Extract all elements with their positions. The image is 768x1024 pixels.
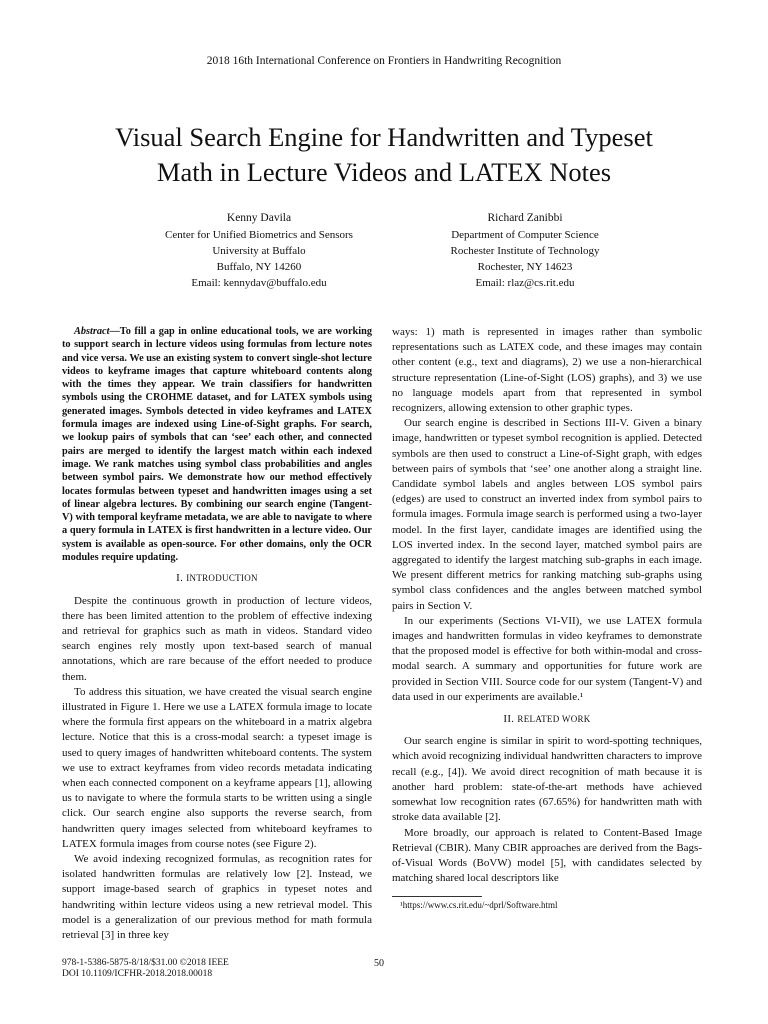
section-heading-introduction xyxy=(62,571,372,586)
footnote-rule xyxy=(392,896,482,897)
left-column xyxy=(62,325,372,943)
paragraph: In our experiments (Sections VI-VII), we use LATEX formula images and handwritten formulas in video keyframes to demonstrate that the proposed model is effective for both within-modal and cross-modal search. A summary and opportunities for future work are provided in Section VIII. Source code for our system (Tangent-V) and data used in our experiments are available.¹ xyxy=(392,614,702,703)
section-title: INTRODUCTION xyxy=(186,573,258,584)
title-line-2: Math in Lecture Videos and LATEX Notes xyxy=(156,157,612,187)
right-column xyxy=(392,325,702,911)
abstract-label: Abstract xyxy=(74,326,110,337)
author-email[interactable]: Email: rlaz@cs.rit.edu xyxy=(475,277,575,289)
section-heading-related-work xyxy=(392,712,702,727)
conference-header: 2018 16th International Conference on Frontiers in Handwriting Recognition xyxy=(206,55,562,67)
isbn-line: 978-1-5386-5875-8/18/$31.00 ©2018 IEEE xyxy=(62,958,229,968)
paragraph: More broadly, our approach is related to Content-Based Image Retrieval (CBIR). Many CBIR approaches are derived from the Bags-of-Visual Words (BoVW) model [5], with candidates selected by matching shared local descriptors like xyxy=(392,826,702,885)
author-address: Buffalo, NY 14260 xyxy=(216,261,302,273)
paragraph: To address this situation, we have created the visual search engine illustrated in Figure 1. Here we use a LATEX formula image to locate where the formula first appears on the whiteboard in a matrix algebra lecture. Notice that this is a cross-modal search: a typeset image is used to query images of handwritten whiteboard contents. The system we use to extract keyframes from video records metadata indicating when each connected component on a keyframe appears [1], allowing us to navigate to where the formula starts to be written using a single click. Our search engine also supports the reverse search, from handwritten query images selected from whiteboard keyframes to LATEX formula images from course notes (see Figure 2). xyxy=(62,685,372,850)
section-number: II. xyxy=(503,713,515,726)
paragraph: ways: 1) math is represented in images rather than symbolic representations such as LATEX code, and these images may contain other content (e.g., text and diagrams), 2) we use a non-hierarchical structure representation (Line-of-Sight (LOS) graphs), and 3) we use no language models apart from that represented in symbol recognizers, allowing extension to other graphic types. xyxy=(392,326,702,415)
author-affiliation: Department of Computer Science xyxy=(451,229,599,241)
paragraph: Our search engine is described in Sections III-V. Given a binary image, handwritten or typeset symbol recognition is applied. Detected symbols are then used to construct a Line-of-Sight graph, with edges between pairs of symbols that ‘see’ one another along a straight line. Candidate symbol labels and angles between LOS symbol pairs (edges) are used to construct an inverted index from symbol pairs to formula images. Formula image search is performed using a two-layer model. In the first layer, candidate images are identified using the LOS inverted index. In the second layer, matched symbol pairs are aggregated to identify the largest matching sub-graphs in each image. We present different metrics for ranking matching sub-graphs using symbol class confidences and the angles between matched symbol pairs in Section V. xyxy=(392,417,702,612)
author-address: Rochester, NY 14623 xyxy=(477,261,573,273)
footnote-url[interactable]: ¹https://www.cs.rit.edu/~dprl/Software.html xyxy=(400,900,558,911)
author-institution: Rochester Institute of Technology xyxy=(450,245,600,257)
author-block-1 xyxy=(109,210,409,291)
page-number: 50 xyxy=(374,958,384,969)
paper-title xyxy=(40,120,728,190)
author-institution: University at Buffalo xyxy=(212,245,306,257)
copyright-block xyxy=(62,958,229,980)
paragraph: Our search engine is similar in spirit to word-spotting techniques, which avoid recognizing individual handwritten characters to improve recall (e.g., [4]). We avoid direct recognition of math because it is another hard problem: state-of-the-art methods have achieved somewhat low recognition rates (67.65%) for handwritten math with stroke data available [2]. xyxy=(392,735,702,824)
paragraph: Despite the continuous growth in production of lecture videos, there has been limited attention to the problem of effective indexing and retrieval for graphics such as math in videos. Standard video search engines rely mostly upon text-based search of manual annotations, which are rare because of the effort needed to produce them. xyxy=(62,594,372,683)
abstract-text: —To fill a gap in online educational tools, we are working to support search in lecture videos using formulas from lecture notes and vice versa. We use an existing system to convert single-shot lecture videos to keyframe images that capture whiteboard contents along with the times they appear. We train classifiers for handwritten symbols using the CROHME dataset, and for LATEX symbols using generated images. Symbols detected in video keyframes and LATEX formula images are indexed using Line-of-Sight graphs. For search, we lookup pairs of symbols that can ‘see’ each other, and connected pairs are merged to identify the largest match within each indexed image. We rank matches using symbol class probabilities and angles between symbol pairs. We demonstrate how our method effectively locates formulas between typeset and handwritten images using a set of linear algebra lectures. By combining our search engine (Tangent-V) with temporal keyframe metadata, we are able to navigate to where a query formula in LATEX is first handwritten in a lecture video. Our system is available as open-source. For other domains, only the OCR modules require updating. xyxy=(62,326,372,564)
author-name: Kenny Davila xyxy=(226,212,292,224)
author-affiliation: Center for Unified Biometrics and Sensors xyxy=(165,229,353,241)
doi-line: DOI 10.1109/ICFHR-2018.2018.00018 xyxy=(62,969,213,979)
author-email[interactable]: Email: kennydav@buffalo.edu xyxy=(191,277,327,289)
author-block-2 xyxy=(375,210,675,291)
author-name: Richard Zanibbi xyxy=(487,212,563,224)
abstract xyxy=(62,325,372,564)
paragraph: We avoid indexing recognized formulas, as recognition rates for isolated handwritten formulas are relatively low [2]. Instead, we support image-based search of graphics in typeset notes and handwriting within lecture videos using a new retrieval model. This model is a generalization of our previous method for math formula retrieval [3] in three key xyxy=(62,853,372,942)
section-number: I. xyxy=(176,572,184,585)
section-title: RELATED WORK xyxy=(517,714,591,725)
title-line-1: Visual Search Engine for Handwritten and Typeset xyxy=(115,122,653,152)
